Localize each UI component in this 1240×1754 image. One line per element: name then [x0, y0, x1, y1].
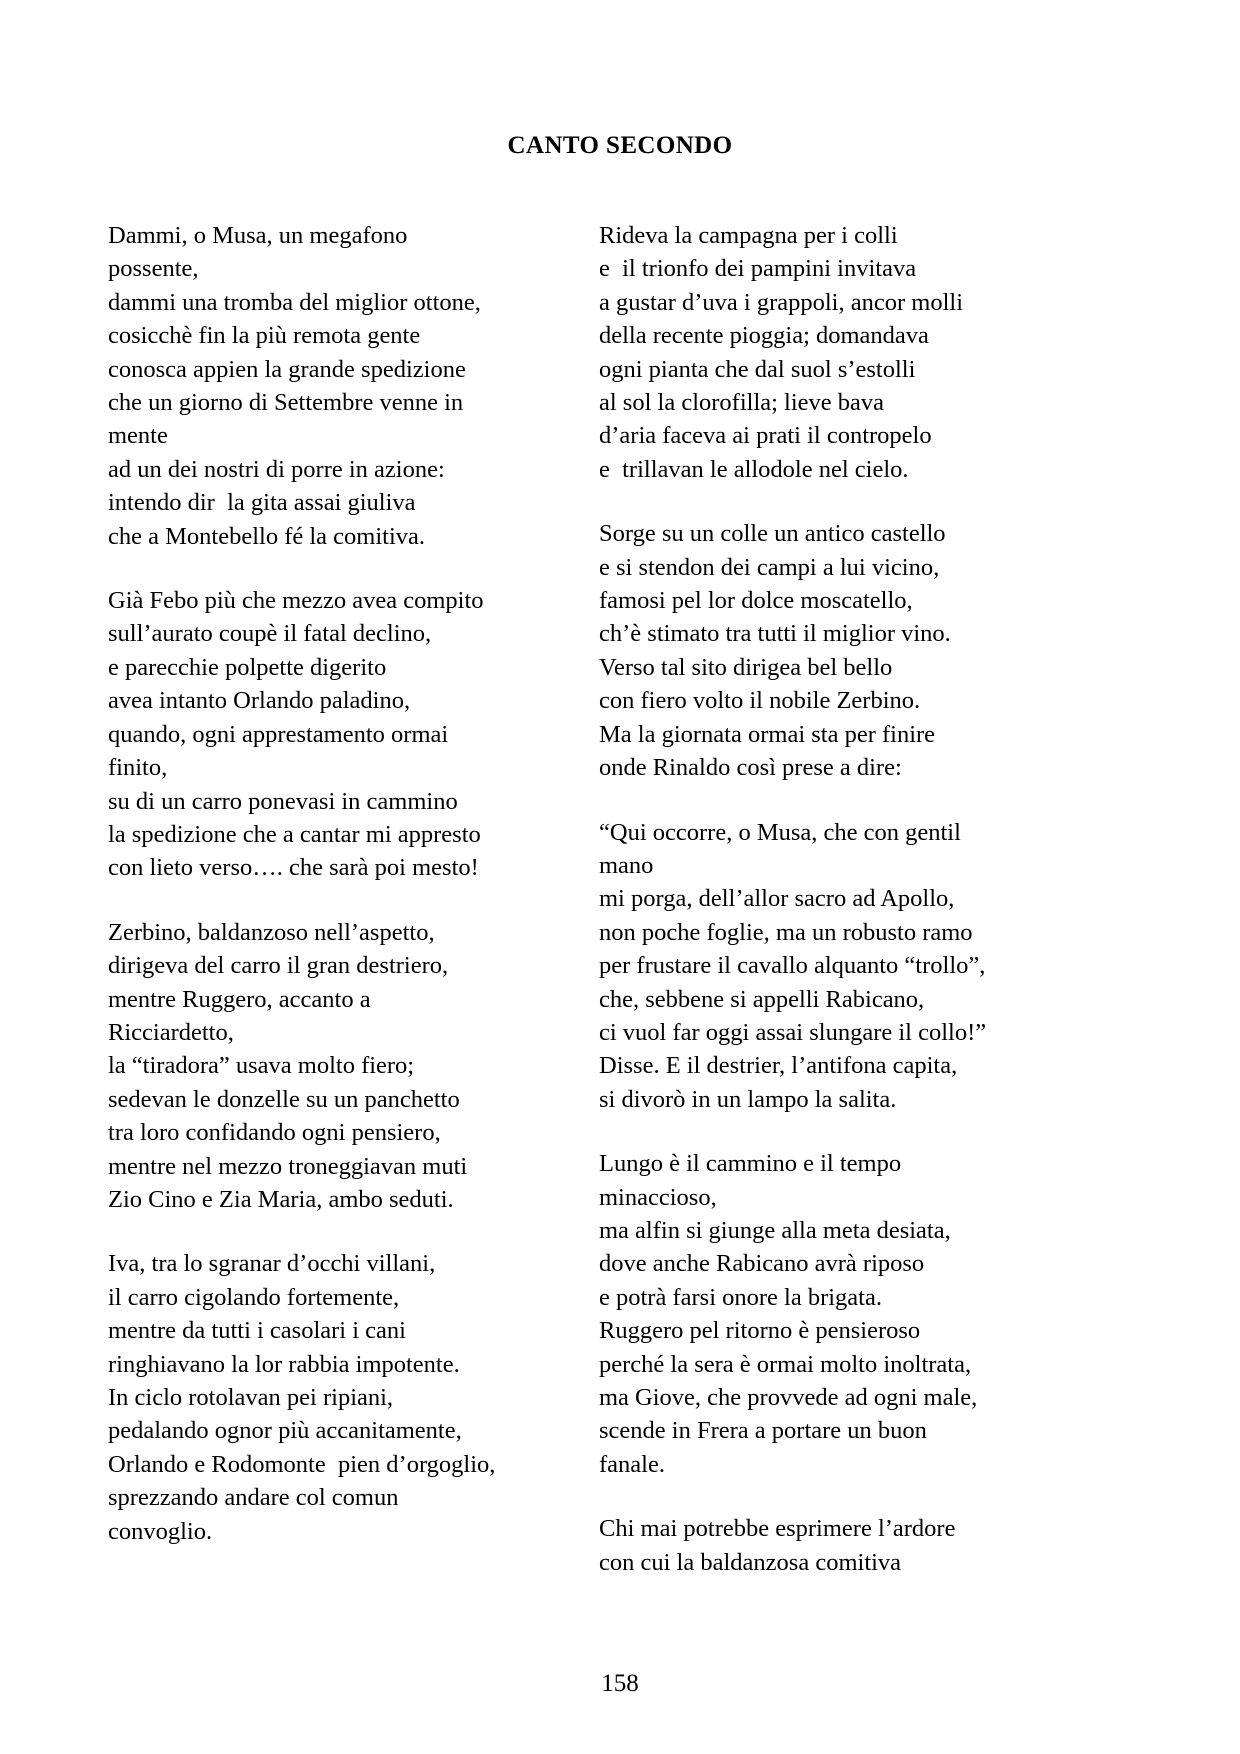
- verse-line: ogni pianta che dal suol s’estolli: [599, 355, 916, 383]
- verse-line: quando, ogni apprestamento ormai: [108, 720, 449, 748]
- poem-columns: [108, 219, 1132, 1579]
- stanza: [599, 219, 1099, 486]
- verse-line: e si stendon dei campi a lui vicino,: [599, 553, 940, 581]
- verse-line: dirigeva del carro il gran destriero,: [108, 952, 449, 980]
- verse-line: che, sebbene si appelli Rabicano,: [599, 985, 925, 1013]
- verse-line: ci vuol far oggi assai slungare il collo!”: [599, 1018, 987, 1046]
- verse-line: fanale.: [599, 1450, 665, 1478]
- verse-line: la “tiradora” usava molto fiero;: [108, 1052, 415, 1080]
- verse-line: mentre Ruggero, accanto a: [108, 985, 371, 1013]
- verse-line: Lungo è il cammino e il tempo: [599, 1150, 902, 1178]
- verse-line: sprezzando andare col comun: [108, 1484, 399, 1512]
- verse-line: minaccioso,: [599, 1183, 717, 1211]
- stanza: [108, 916, 588, 1217]
- verse-line: famosi pel lor dolce moscatello,: [599, 587, 913, 615]
- verse-line: a gustar d’uva i grappoli, ancor molli: [599, 288, 963, 316]
- stanza: [599, 1147, 1099, 1481]
- verse-line: Ma la giornata ormai sta per finire: [599, 720, 936, 748]
- left-column: [108, 219, 588, 1548]
- verse-line: si divorò in un lampo la salita.: [599, 1085, 897, 1113]
- stanza: [108, 219, 588, 553]
- verse-line: e il trionfo dei pampini invitava: [599, 255, 917, 283]
- verse-line: mi porga, dell’allor sacro ad Apollo,: [599, 885, 955, 913]
- verse-line: Rideva la campagna per i colli: [599, 222, 898, 249]
- verse-line: convoglio.: [108, 1517, 213, 1545]
- verse-line: mentre nel mezzo troneggiavan muti: [108, 1152, 468, 1180]
- verse-line: sedevan le donzelle su un panchetto: [108, 1085, 460, 1113]
- verse-line: il carro cigolando fortemente,: [108, 1283, 400, 1311]
- stanza: [599, 816, 1099, 1117]
- verse-line: conosca appien la grande spedizione: [108, 355, 466, 383]
- verse-line: Orlando e Rodomonte pien d’orgoglio,: [108, 1450, 496, 1478]
- verse-line: finito,: [108, 754, 168, 782]
- verse-line: Sorge su un colle un antico castello: [599, 520, 946, 548]
- verse-line: sull’aurato coupè il fatal declino,: [108, 620, 432, 648]
- verse-line: ch’è stimato tra tutti il miglior vino.: [599, 620, 951, 648]
- verse-line: su di un carro ponevasi in cammino: [108, 787, 458, 815]
- verse-line: mente: [108, 422, 168, 450]
- verse-line: che a Montebello fé la comitiva.: [108, 522, 426, 550]
- verse-line: con cui la baldanzosa comitiva: [599, 1548, 902, 1576]
- verse-line: non poche foglie, ma un robusto ramo: [599, 918, 973, 946]
- verse-line: In ciclo rotolavan pei ripiani,: [108, 1384, 394, 1411]
- verse-line: per frustare il cavallo alquanto “trollo”,: [599, 952, 986, 980]
- verse-line: e parecchie polpette digerito: [108, 653, 387, 681]
- verse-line: e potrà farsi onore la brigata.: [599, 1283, 882, 1311]
- verse-line: che un giorno di Settembre venne in: [108, 389, 464, 417]
- verse-line: Zerbino, baldanzoso nell’aspetto,: [108, 918, 435, 946]
- verse-line: dammi una tromba del miglior ottone,: [108, 288, 481, 316]
- verse-line: Dammi, o Musa, un megafono: [108, 222, 408, 249]
- verse-line: tra loro confidando ogni pensiero,: [108, 1119, 441, 1147]
- verse-line: con lieto verso…. che sarà poi mesto!: [108, 854, 479, 882]
- verse-line: Chi mai potrebbe esprimere l’ardore: [599, 1515, 956, 1543]
- verse-line: mano: [599, 851, 654, 879]
- verse-line: Già Febo più che mezzo avea compito: [108, 587, 484, 615]
- verse-line: con fiero volto il nobile Zerbino.: [599, 687, 921, 715]
- stanza: [599, 1512, 1099, 1579]
- verse-line: Ruggero pel ritorno è pensieroso: [599, 1317, 921, 1345]
- verse-line: intendo dir la gita assai giuliva: [108, 489, 416, 517]
- verse-line: scende in Frera a portare un buon: [599, 1417, 927, 1445]
- verse-line: dove anche Rabicano avrà riposo: [599, 1250, 925, 1278]
- verse-line: Iva, tra lo sgranar d’occhi villani,: [108, 1250, 436, 1278]
- right-column: [599, 219, 1099, 1579]
- verse-line: Verso tal sito dirigea bel bello: [599, 653, 893, 681]
- verse-line: la spedizione che a cantar mi appresto: [108, 820, 481, 848]
- verse-line: della recente pioggia; domandava: [599, 322, 929, 350]
- verse-line: ma Giove, che provvede ad ogni male,: [599, 1384, 978, 1411]
- page-title: CANTO SECONDO: [507, 132, 733, 159]
- stanza: [108, 584, 588, 885]
- verse-line: Ricciardetto,: [108, 1018, 234, 1046]
- verse-line: d’aria faceva ai prati il contropelo: [599, 422, 932, 450]
- verse-line: possente,: [108, 255, 199, 283]
- verse-line: ma alfin si giunge alla meta desiata,: [599, 1216, 951, 1244]
- verse-line: e trillavan le allodole nel cielo.: [599, 455, 909, 483]
- verse-line: “Qui occorre, o Musa, che con gentil: [599, 818, 961, 846]
- verse-line: ad un dei nostri di porre in azione:: [108, 455, 445, 483]
- verse-line: pedalando ognor più accanitamente,: [108, 1417, 462, 1445]
- stanza: [108, 1247, 588, 1548]
- verse-line: ringhiavano la lor rabbia impotente.: [108, 1350, 460, 1378]
- verse-line: onde Rinaldo così prese a dire:: [599, 754, 902, 782]
- verse-line: Zio Cino e Zia Maria, ambo seduti.: [108, 1185, 454, 1213]
- verse-line: al sol la clorofilla; lieve bava: [599, 389, 885, 417]
- verse-line: avea intanto Orlando paladino,: [108, 687, 411, 715]
- verse-line: cosicchè fin la più remota gente: [108, 322, 421, 350]
- page-number: 158: [601, 1670, 639, 1697]
- stanza: [599, 517, 1099, 784]
- verse-line: perché la sera è ormai molto inoltrata,: [599, 1350, 972, 1378]
- verse-line: Disse. E il destrier, l’antifona capita,: [599, 1052, 958, 1080]
- verse-line: mentre da tutti i casolari i cani: [108, 1317, 406, 1345]
